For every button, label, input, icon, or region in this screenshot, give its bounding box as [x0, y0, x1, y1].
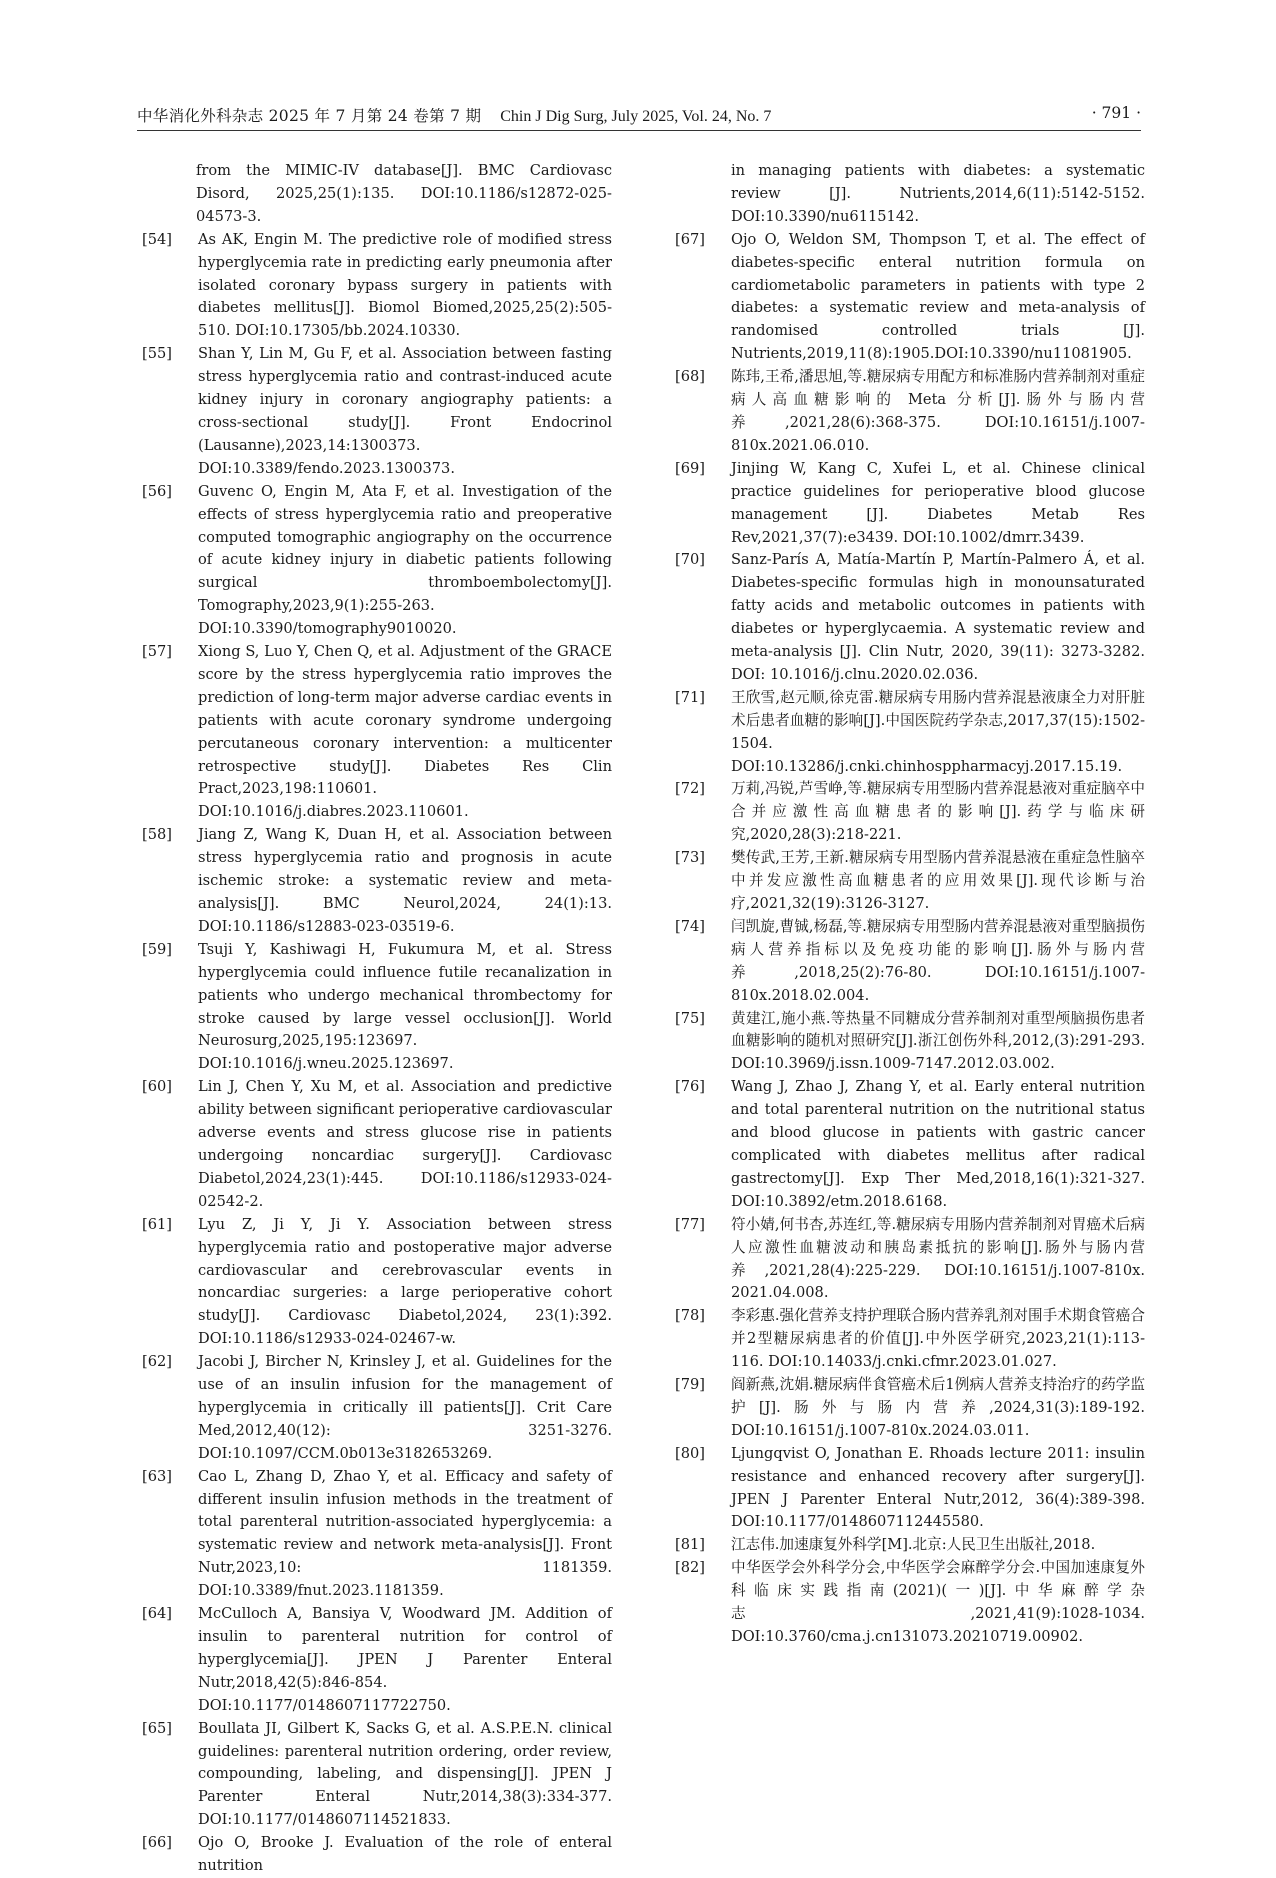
reference-item [142, 1351, 612, 1466]
reference-item [675, 1534, 1145, 1557]
reference-item [675, 549, 1145, 686]
reference-number: [70] [675, 551, 705, 569]
reference-item [675, 1374, 1145, 1443]
running-header [137, 100, 1141, 131]
reference-text: Lin J, Chen Y, Xu M, et al. Association and predictive ability between significant perioperative cardiovascular adverse events and stress glucose rise in patients undergoing noncardiac surgery[J]. Cardiovasc Diabetol,2024,23(1):445. DOI:10.1186/s12933-024-02542-2. [198, 1078, 612, 1210]
reference-item [675, 458, 1145, 550]
reference-item [142, 641, 612, 824]
reference-number: [57] [142, 643, 172, 661]
reference-column-left [142, 160, 612, 1878]
reference-text: McCulloch A, Bansiya V, Woodward JM. Addition of insulin to parenteral nutrition for control of hyperglycemia[J]. JPEN J Parenter Enteral Nutr,2018,42(5):846-854. DOI:10.1177/0148607117722750. [198, 1605, 612, 1714]
reference-number: [75] [675, 1009, 705, 1027]
reference-text: Ojo O, Weldon SM, Thompson T, et al. The effect of diabetes-specific enteral nutrition formula on cardiometabolic parameters in patients with type 2 diabetes: a systematic review and meta-analysis of randomised controlled trials [J]. Nutrients,2019,11(8):1905.DOI:10.3390/nu11081905. [731, 230, 1145, 363]
reference-number: [78] [675, 1307, 705, 1325]
reference-number: [74] [675, 917, 705, 935]
reference-text: 陈玮,王希,潘思旭,等.糖尿病专用配方和标准肠内营养制剂对重症病人高血糖影响的 Meta 分析[J].肠外与肠内营养,2021,28(6):368-375. DOI:10.16151/j.1007-810x.2021.06.010. [731, 368, 1145, 454]
reference-number: [61] [142, 1215, 172, 1233]
reference-text: Shan Y, Lin M, Gu F, et al. Association between fasting stress hyperglycemia ratio and contrast-induced acute kidney injury in coronary angiography patients: a cross-sectional study[J]. Front Endocrinol (Lausanne),2023,14:1300373. DOI:10.3389/fendo.2023.1300373. [198, 345, 612, 477]
reference-text: Wang J, Zhao J, Zhang Y, et al. Early enteral nutrition and total parenteral nutrition on the nutritional status and blood glucose in patients with gastric cancer complicated with diabetes mellitus after radical gastrectomy[J]. Exp Ther Med,2018,16(1):321-327. DOI:10.3892/etm.2018.6168. [731, 1078, 1145, 1210]
reference-number: [72] [675, 780, 705, 798]
reference-item [142, 1466, 612, 1603]
reference-text: Jiang Z, Wang K, Duan H, et al. Association between stress hyperglycemia ratio and prognosis in acute ischemic stroke: a systematic review and meta-analysis[J]. BMC Neurol,2024, 24(1):13. DOI:10.1186/s12883-023-03519-6. [198, 826, 612, 935]
reference-item [675, 1076, 1145, 1213]
reference-number: [71] [675, 688, 705, 706]
journal-title-en: Chin J Dig Surg, July 2025, Vol. 24, No. 7 [500, 108, 772, 125]
reference-text: Ojo O, Brooke J. Evaluation of the role of enteral nutrition [198, 1834, 612, 1875]
reference-text: Cao L, Zhang D, Zhao Y, et al. Efficacy and safety of different insulin infusion methods in the treatment of total parenteral nutrition-associated hyperglycemia: a systematic review and network meta-analysis[J]. Front Nutr,2023,10: 1181359. DOI:10.3389/fnut.2023.1181359. [198, 1467, 612, 1600]
reference-item [675, 1214, 1145, 1306]
reference-text: 樊传武,王芳,王新.糖尿病专用型肠内营养混悬液在重症急性脑卒中并发应激性高血糖患者的应用效果[J].现代诊断与治疗,2021,32(19):3126-3127. [731, 849, 1145, 912]
reference-number: [68] [675, 368, 705, 386]
reference-item [142, 1603, 612, 1718]
reference-text: 王欣雪,赵元顺,徐克雷.糖尿病专用肠内营养混悬液康全力对肝脏术后患者血糖的影响[J].中国医院药学杂志,2017,37(15):1502-1504. DOI:10.13286/j.cnki.chinhosppharmacyj.2017.15.19. [731, 688, 1145, 775]
reference-item [675, 916, 1145, 1008]
reference-continuation [142, 160, 612, 229]
reference-item [142, 229, 612, 344]
reference-item [675, 1443, 1145, 1535]
reference-number: [54] [142, 230, 172, 248]
reference-item [142, 1076, 612, 1213]
reference-text: from the MIMIC-IV database[J]. BMC Cardiovasc Disord, 2025,25(1):135. DOI:10.1186/s12872-025-04573-3. [196, 162, 612, 225]
reference-text: Guvenc O, Engin M, Ata F, et al. Investigation of the effects of stress hyperglycemia ratio and preoperative computed tomographic angiography on the occurrence of acute kidney injury in diabetic patients following surgical thromboembolectomy[J]. Tomography,2023,9(1):255-263. DOI:10.3390/tomography9010020. [198, 482, 612, 638]
reference-item [675, 778, 1145, 847]
reference-text: Jinjing W, Kang C, Xufei L, et al. Chinese clinical practice guidelines for perioperative blood glucose management [J]. Diabetes Metab Res Rev,2021,37(7):e3439. DOI:10.1002/dmrr.3439. [731, 459, 1145, 546]
reference-text: Boullata JI, Gilbert K, Sacks G, et al. A.S.P.E.N. clinical guidelines: parenteral nutrition ordering, order review, compounding, labeling, and dispensing[J]. JPEN J Parenter Enteral Nutr,2014,38(3):334-377. DOI:10.1177/0148607114521833. [198, 1719, 612, 1829]
reference-item [142, 1832, 612, 1878]
reference-item [142, 343, 612, 480]
reference-number: [66] [142, 1834, 172, 1852]
reference-number: [60] [142, 1078, 172, 1096]
reference-number: [59] [142, 940, 172, 958]
reference-number: [63] [142, 1467, 172, 1485]
reference-item [675, 847, 1145, 916]
reference-number: [69] [675, 459, 705, 477]
reference-text: 黄建江,施小燕.等热量不同糖成分营养制剂对重型颅脑损伤患者血糖影响的随机对照研究[J].浙江创伤外科,2012,(3):291-293. DOI:10.3969/j.issn.1009-7147.2012.03.002. [731, 1009, 1145, 1073]
reference-number: [64] [142, 1605, 172, 1623]
page-number: · 791 · [1091, 104, 1141, 122]
reference-text: 阎新燕,沈娟.糖尿病伴食管癌术后1例病人营养支持治疗的药学监护[J].肠外与肠内营养,2024,31(3):189-192. DOI:10.16151/j.1007-810x.2024.03.011. [731, 1376, 1145, 1439]
reference-item [675, 1557, 1145, 1649]
reference-number: [80] [675, 1444, 705, 1462]
reference-text: 李彩惠.强化营养支持护理联合肠内营养乳剂对围手术期食管癌合并2型糖尿病患者的价值[J].中外医学研究,2023,21(1):113-116. DOI:10.14033/j.cnki.cfmr.2023.01.027. [731, 1307, 1145, 1371]
reference-item [675, 366, 1145, 458]
reference-item [675, 1008, 1145, 1077]
reference-item [675, 1305, 1145, 1374]
reference-text: Jacobi J, Bircher N, Krinsley J, et al. Guidelines for the use of an insulin infusion for the management of hyperglycemia in critically ill patients[J]. Crit Care Med,2012,40(12): 3251-3276. DOI:10.1097/CCM.0b013e3182653269. [198, 1353, 612, 1462]
reference-text: Xiong S, Luo Y, Chen Q, et al. Adjustment of the GRACE score by the stress hyperglycemia ratio improves the prediction of long-term major adverse cardiac events in patients with acute coronary syndrome undergoing percutaneous coronary intervention: a multicenter retrospective study[J]. Diabetes Res Clin Pract,2023,198:110601. DOI:10.1016/j.diabres.2023.110601. [198, 643, 612, 821]
reference-item [142, 1718, 612, 1833]
reference-number: [67] [675, 230, 705, 248]
reference-number: [82] [675, 1559, 705, 1577]
reference-column-right [675, 160, 1145, 1649]
journal-title-cn: 中华消化外科杂志 2025 年 7 月第 24 卷第 7 期 [137, 107, 482, 125]
reference-text: in managing patients with diabetes: a systematic review [J]. Nutrients,2014,6(11):5142-5152. DOI:10.3390/nu6115142. [731, 162, 1145, 225]
reference-text: Lyu Z, Ji Y, Ji Y. Association between stress hyperglycemia ratio and postoperative major adverse cardiovascular and cerebrovascular events in noncardiac surgeries: a large perioperative cohort study[J]. Cardiovasc Diabetol,2024, 23(1):392. DOI:10.1186/s12933-024-02467-w. [198, 1215, 612, 1348]
reference-text: Sanz-París A, Matía-Martín P, Martín-Palmero Á, et al. Diabetes-specific formulas high in monounsaturated fatty acids and metabolic outcomes in patients with diabetes or hyperglycaemia. A systematic review and meta-analysis [J]. Clin Nutr, 2020, 39(11): 3273-3282. DOI: 10.1016/j.clnu.2020.02.036. [731, 551, 1145, 683]
reference-number: [55] [142, 345, 172, 363]
reference-item [142, 481, 612, 641]
reference-item [675, 687, 1145, 779]
reference-item [142, 824, 612, 939]
reference-item [142, 1214, 612, 1351]
reference-text: As AK, Engin M. The predictive role of modified stress hyperglycemia rate in predicting early pneumonia after isolated coronary bypass surgery in patients with diabetes mellitus[J]. Biomol Biomed,2025,25(2):505-510. DOI:10.17305/bb.2024.10330. [198, 230, 612, 340]
reference-item [675, 229, 1145, 366]
reference-number: [65] [142, 1719, 172, 1737]
reference-continuation [675, 160, 1145, 229]
reference-text: Ljungqvist O, Jonathan E. Rhoads lecture 2011: insulin resistance and enhanced recovery after surgery[J]. JPEN J Parenter Enteral Nutr,2012, 36(4):389-398. DOI:10.1177/0148607112445580. [731, 1444, 1145, 1531]
reference-text: 中华医学会外科学分会,中华医学会麻醉学分会.中国加速康复外科临床实践指南(2021)(一)[J].中华麻醉学杂志,2021,41(9):1028-1034. DOI:10.3760/cma.j.cn131073.20210719.00902. [731, 1559, 1145, 1645]
reference-item [142, 939, 612, 1076]
reference-text: Tsuji Y, Kashiwagi H, Fukumura M, et al. Stress hyperglycemia could influence futile recanalization in patients who undergo mechanical thrombectomy for stroke caused by large vessel occlusion[J]. World Neurosurg,2025,195:123697. DOI:10.1016/j.wneu.2025.123697. [198, 940, 612, 1073]
journal-citation [137, 104, 771, 126]
reference-number: [77] [675, 1215, 705, 1233]
reference-number: [79] [675, 1376, 705, 1394]
reference-number: [62] [142, 1353, 172, 1371]
reference-text: 闫凯旋,曹铖,杨磊,等.糖尿病专用型肠内营养混悬液对重型脑损伤病人营养指标以及免疫功能的影响[J].肠外与肠内营养,2018,25(2):76-80. DOI:10.16151/j.1007-810x.2018.02.004. [731, 917, 1145, 1004]
reference-number: [56] [142, 482, 172, 500]
reference-number: [73] [675, 849, 705, 867]
reference-text: 万莉,冯锐,芦雪峥,等.糖尿病专用型肠内营养混悬液对重症脑卒中合并应激性高血糖患者的影响[J].药学与临床研究,2020,28(3):218-221. [731, 780, 1145, 844]
reference-number: [58] [142, 826, 172, 844]
reference-text: 符小婧,何书杏,苏连红,等.糖尿病专用肠内营养制剂对胃癌术后病人应激性血糖波动和胰岛素抵抗的影响[J].肠外与肠内营养,2021,28(4):225-229. DOI:10.16151/j.1007-810x. 2021.04.008. [731, 1215, 1145, 1302]
reference-text: 江志伟.加速康复外科学[M].北京:人民卫生出版社,2018. [731, 1536, 1096, 1554]
reference-number: [76] [675, 1078, 705, 1096]
reference-number: [81] [675, 1536, 705, 1554]
